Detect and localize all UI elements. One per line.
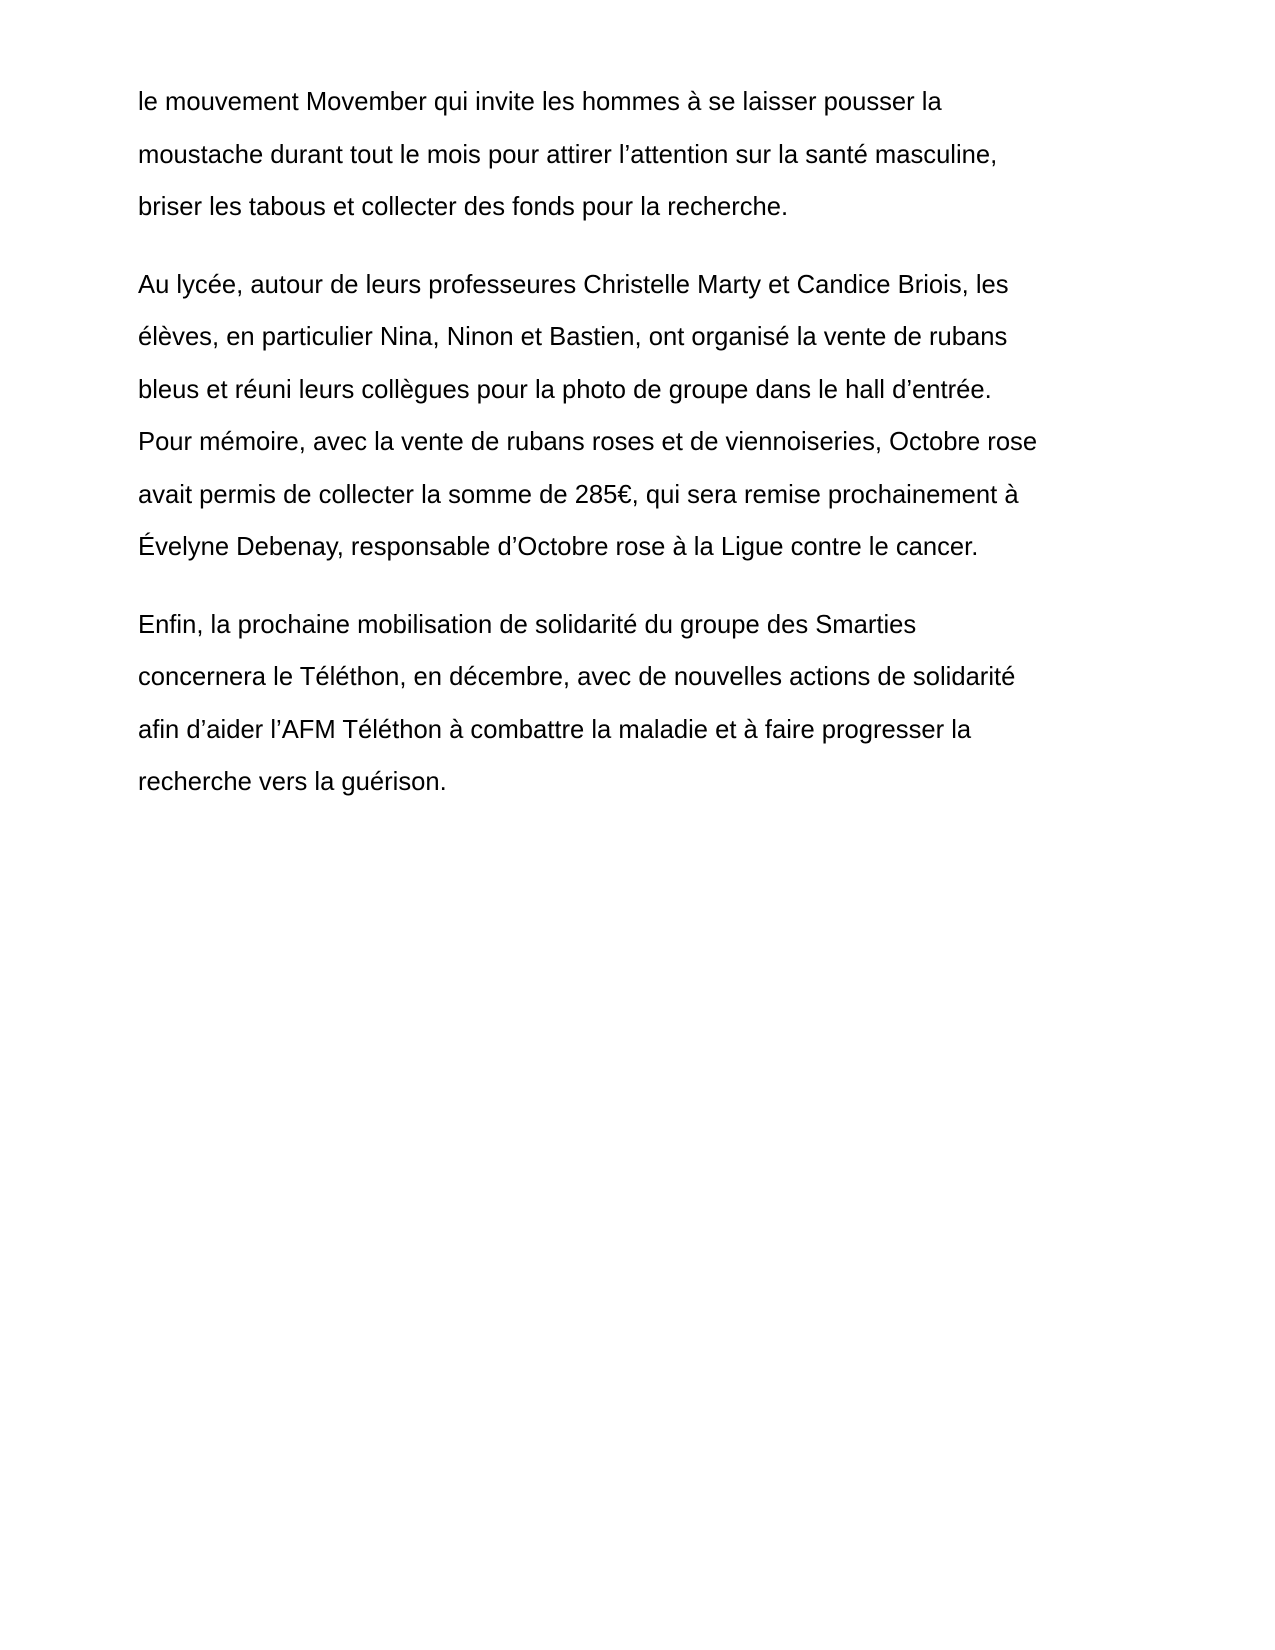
text-line: afin d’aider l’AFM Téléthon à combattre la maladie et à faire progresser la [138, 715, 972, 744]
text-line: recherche vers la guérison. [138, 768, 447, 796]
text-line: Pour mémoire, avec la vente de rubans roses et de viennoiseries, Octobre rose [138, 428, 1038, 456]
text-line: concernera le Téléthon, en décembre, avec de nouvelles actions de solidarité [138, 663, 1016, 691]
text-line: Enfin, la prochaine mobilisation de solidarité du groupe des Smarties [138, 610, 917, 639]
text-line: briser les tabous et collecter des fonds pour la recherche. [138, 193, 789, 221]
text-line: moustache durant tout le mois pour attirer l’attention sur la santé masculine, [138, 140, 998, 169]
paragraph-telethon [138, 599, 1138, 809]
text-line: le mouvement Movember qui invite les hommes à se laisser pousser la [138, 88, 942, 116]
text-line: Évelyne Debenay, responsable d’Octobre rose à la Ligue contre le cancer. [138, 533, 979, 561]
text-line: Au lycée, autour de leurs professeures Christelle Marty et Candice Briois, les [138, 270, 1009, 299]
paragraph-lycee [138, 259, 1138, 574]
text-line: bleus et réuni leurs collègues pour la photo de groupe dans le hall d’entrée. [138, 375, 992, 404]
document-body [138, 76, 1138, 834]
paragraph-movember [138, 76, 1138, 234]
text-line: avait permis de collecter la somme de 285€, qui sera remise prochainement à [138, 480, 1019, 509]
text-line: élèves, en particulier Nina, Ninon et Bastien, ont organisé la vente de rubans [138, 323, 1008, 351]
